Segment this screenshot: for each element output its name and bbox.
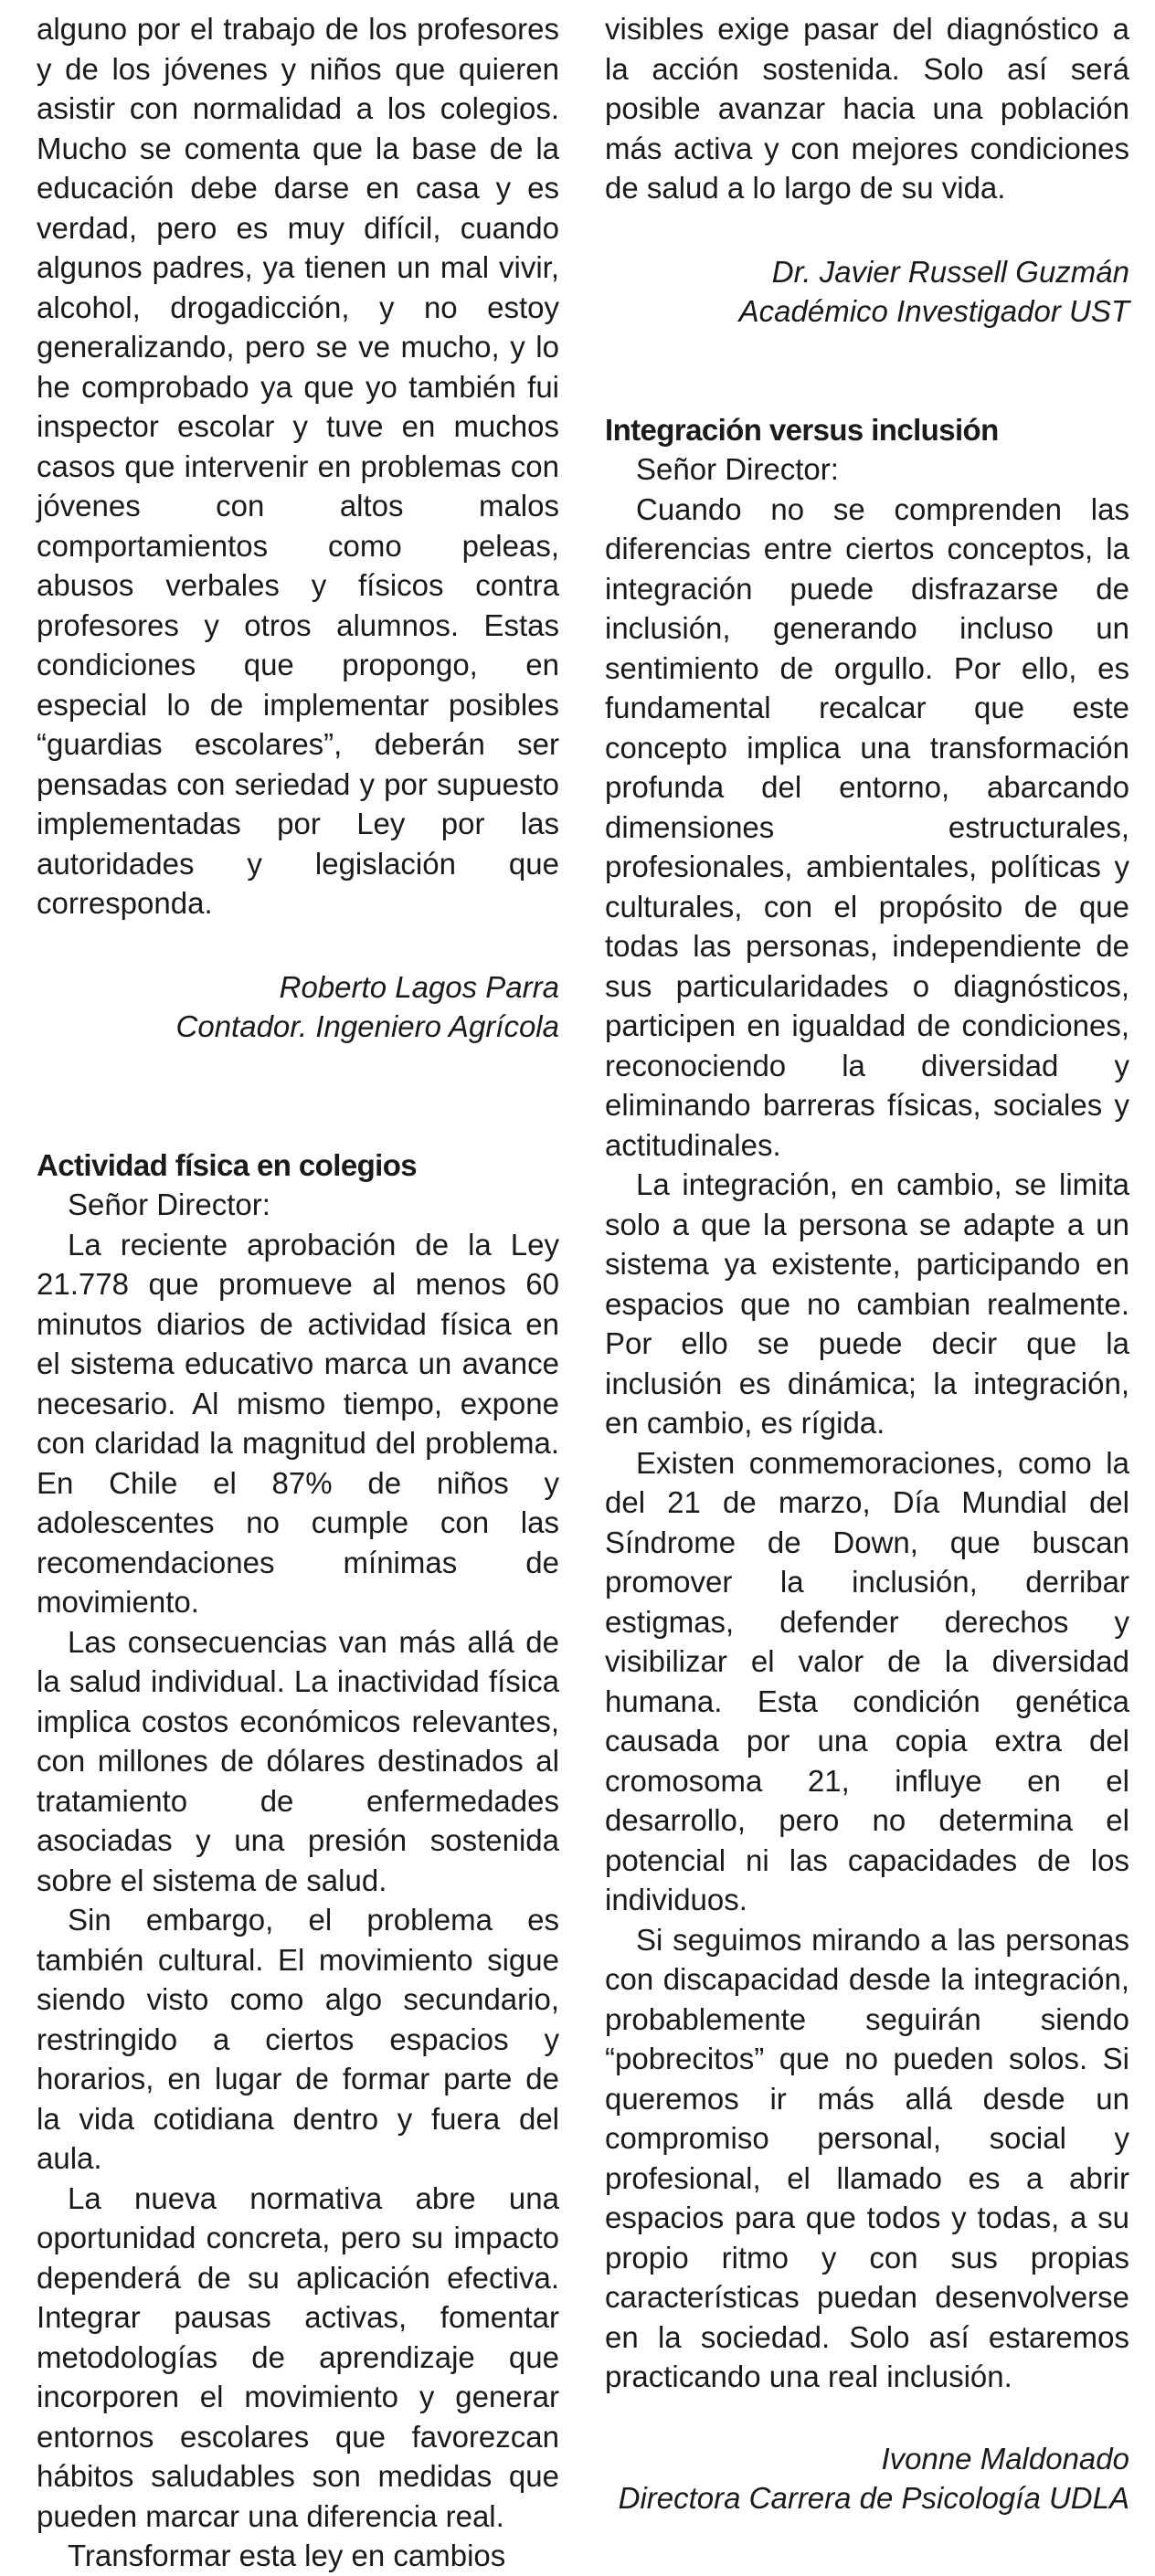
letter-salutation: Señor Director: [68, 1188, 270, 1221]
letter-salutation: Señor Director: [636, 452, 839, 486]
signature-name: Ivonne Maldonado [881, 2441, 1129, 2476]
letter-paragraph: La reciente aprobación de la Ley 21.778 que promueve al menos 60 minutos diarios de actividad física en el sistema educativo marca un avance necesario. Al mismo tiempo, expone con claridad la magnitud del problema. En Chile el 87% de niños y adolescentes no cumple con las recomendaciones mínimas de movimiento. [37, 1227, 559, 1619]
letter-paragraph: Existen conmemoraciones, como la del 21 de marzo, Día Mundial del Síndrome de Down, que buscan promover la inclusión, derribar estigmas, defender derechos y visibilizar el valor de la diversidad humana. Esta condición genética causada por una copia extra del cromosoma 21, influye en el desarrollo, pero no determina el potencial ni las capacidades de los individuos. [605, 1445, 1129, 1916]
letter-paragraph: La integración, en cambio, se limita solo a que la persona se adapte a un sistema ya existente, participando en espacios que no cambian realmente. Por ello se puede decir que la inclusión es dinámica; la integración, en cambio, es rígida. [605, 1167, 1129, 1440]
letter-paragraph: Cuando no se comprenden las diferencias entre ciertos conceptos, la integración puede disfrazarse de inclusión, generando incluso un sentimiento de orgullo. Por ello, es fundamental recalcar que este concepto implica una transformación profunda del entorno, abarcando dimensiones estructurales, profesionales, ambientales, políticas y culturales, con el propósito de que todas las personas, independiente de sus particularidades o diagnósticos, participen en igualdad de condiciones, reconociendo la diversidad y eliminando barreras físicas, sociales y actitudinales. [605, 491, 1129, 1162]
letter-integracion-inclusion [605, 410, 1129, 2518]
letter-paragraph: Las consecuencias van más allá de la salud individual. La inactividad física implica costos económicos relevantes, con millones de dólares destinados al tratamiento de enfermedades asociadas y una presión sostenida sobre el sistema de salud. [37, 1624, 559, 1897]
signature-title: Directora Carrera de Psicología UDLA [618, 2481, 1129, 2515]
letter-paragraph: La nueva normativa abre una oportunidad concreta, pero su impacto dependerá de su aplicación efectiva. Integrar pausas activas, fomentar metodologías de aprendizaje que incorporen el movimiento y generar entornos escolares que favorezcan hábitos saludables son medidas que pueden marcar una diferencia real. [37, 2180, 559, 2533]
continued-letter-text: alguno por el trabajo de los profesores y de los jóvenes y niños que quieren asistir con normalidad a los colegios. Mucho se comenta que la base de la educación debe darse en casa y es verdad, pero es muy difícil, cuando algunos padres, ya tienen un mal vivir, alcohol, drogadicción, y no estoy generalizando, pero se ve mucho, y lo he comprobado ya que yo también fui inspector escolar y tuve en muchos casos que intervenir en problemas con jóvenes con altos malos comportamientos como peleas, abusos verbales y físicos contra profesores y otros alumnos. Estas condiciones que propongo, en especial lo de implementar posibles “guardias escolares”, deberán ser pensadas con seriedad y por supuesto implementadas por Ley por las autoridades y legislación que corresponda. [37, 12, 559, 920]
letter-actividad-fisica [37, 1145, 559, 2576]
signature-title: Académico Investigador UST [738, 294, 1129, 328]
left-column [37, 9, 559, 2576]
letter-paragraph: Si seguimos mirando a las personas con discapacidad desde la integración, probablemente seguirán siendo “pobrecitos” que no pueden solos. Si queremos ir más allá desde un compromiso personal, social y profesional, el llamado es a abrir espacios para que todos y todas, a su propio ritmo y con sus propias características puedan desenvolverse en la sociedad. Solo así estaremos practicando una real inclusión. [605, 1922, 1129, 2393]
signature-name: Roberto Lagos Parra [279, 969, 559, 1004]
signature-block [605, 252, 1129, 332]
signature-title: Contador. Ingeniero Agrícola [175, 1009, 559, 1043]
letter-paragraph: Sin embargo, el problema es también cultural. El movimiento sigue siendo visto como algo secundario, restringido a ciertos espacios y horarios, en lugar de formar parte de la vida cotidiana dentro y fuera del aula. [37, 1903, 559, 2175]
signature-block [605, 2439, 1129, 2518]
signature-block [37, 967, 559, 1047]
letter-paragraph: Transformar esta ley en cambios [68, 2539, 506, 2572]
right-column [605, 9, 1129, 2518]
letter-title: Actividad física en colegios [37, 1147, 418, 1182]
continued-letter-text: visibles exige pasar del diagnóstico a la acción sostenida. Solo así será posible avanzar hacia una población más activa y con mejores condiciones de salud a lo largo de su vida. [605, 12, 1129, 205]
letter-title: Integración versus inclusión [605, 412, 999, 447]
signature-name: Dr. Javier Russell Guzmán [771, 254, 1129, 289]
